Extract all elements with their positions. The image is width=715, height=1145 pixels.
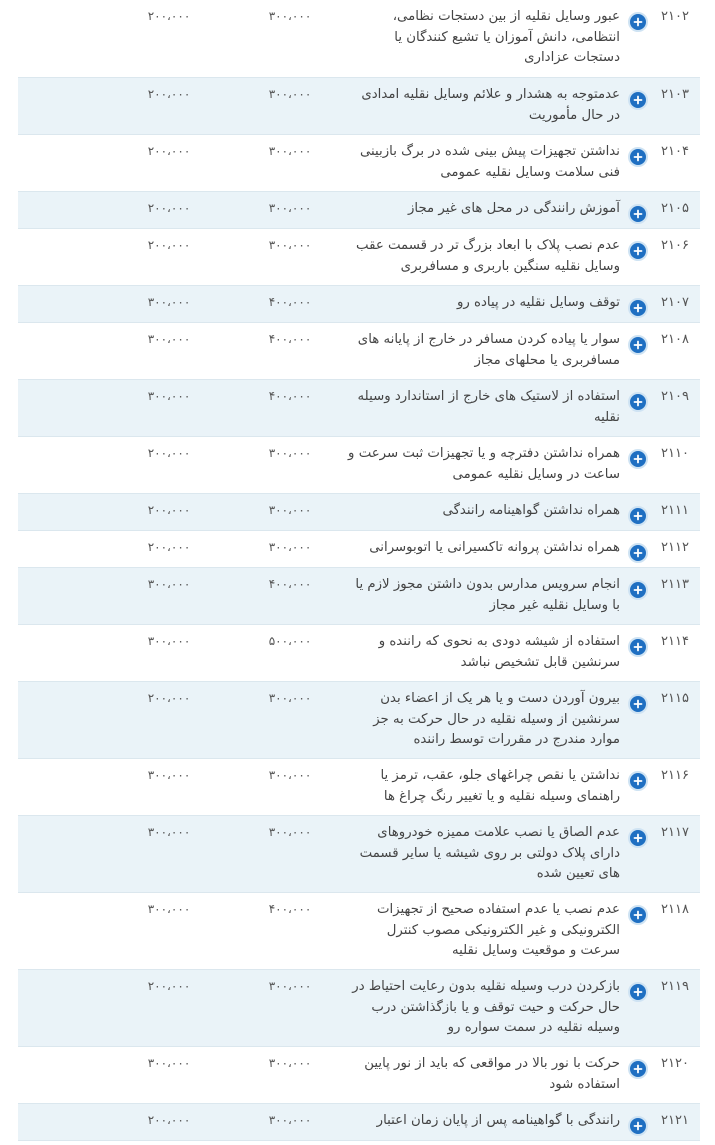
plus-icon	[633, 833, 643, 843]
violation-code: ۲۱۰۴	[661, 144, 689, 159]
expand-row-button[interactable]	[628, 1116, 648, 1136]
plus-icon	[633, 548, 643, 558]
violation-description: عبور وسایل نقلیه از بین دستجات نظامی، انتظامی، دانش آموزان یا تشیع کنندگان یا دستجات عزاداری	[392, 9, 620, 65]
fine-amount-2: ۲۰۰،۰۰۰	[147, 979, 191, 993]
fine-amount-2: ۲۰۰،۰۰۰	[147, 238, 191, 252]
fine-amount-2: ۲۰۰،۰۰۰	[147, 9, 191, 23]
expand-row-button[interactable]	[628, 1059, 648, 1079]
fine-amount-1: ۴۰۰،۰۰۰	[268, 577, 312, 591]
fine-amount-1: ۳۰۰،۰۰۰	[268, 503, 312, 517]
plus-icon	[633, 246, 643, 256]
expand-row-button[interactable]	[628, 90, 648, 110]
expand-row-button[interactable]	[628, 204, 648, 224]
violation-code: ۲۱۰۸	[661, 332, 689, 347]
plus-icon	[633, 152, 643, 162]
fine-amount-1: ۳۰۰،۰۰۰	[268, 825, 312, 839]
table-row	[18, 568, 700, 625]
fine-amount-1: ۳۰۰،۰۰۰	[268, 540, 312, 554]
violation-description: نداشتن تجهیزات پیش بینی شده در برگ بازبینی فنی سلامت وسایل نقلیه عمومی	[359, 144, 620, 180]
expand-row-button[interactable]	[628, 147, 648, 167]
violation-description: عدم نصب یا عدم استفاده صحیح از تجهیزات الکترونیکی و غیر الکترونیکی مصوب کنترل سرعت و موقعیت وسایل نقلیه	[377, 902, 620, 958]
violation-code: ۲۱۱۵	[661, 691, 689, 706]
table-row	[18, 682, 700, 759]
fine-amount-1: ۴۰۰،۰۰۰	[268, 389, 312, 403]
table-row	[18, 759, 700, 816]
table-row	[18, 816, 700, 893]
plus-icon	[633, 699, 643, 709]
plus-icon	[633, 209, 643, 219]
table-row	[18, 323, 700, 380]
fine-amount-2: ۲۰۰،۰۰۰	[147, 87, 191, 101]
violation-description: آموزش رانندگی در محل های غیر مجاز	[408, 201, 620, 216]
violation-code: ۲۱۰۵	[661, 201, 689, 216]
violation-code: ۲۱۲۰	[661, 1056, 689, 1071]
table-row	[18, 229, 700, 286]
plus-icon	[633, 397, 643, 407]
fine-amount-2: ۳۰۰،۰۰۰	[147, 295, 191, 309]
table-row	[18, 625, 700, 682]
fine-amount-1: ۳۰۰،۰۰۰	[268, 238, 312, 252]
expand-row-button[interactable]	[628, 506, 648, 526]
expand-row-button[interactable]	[628, 392, 648, 412]
fine-amount-1: ۳۰۰،۰۰۰	[268, 1113, 312, 1127]
violation-code: ۲۱۰۳	[661, 87, 689, 102]
fine-amount-2: ۲۰۰،۰۰۰	[147, 1113, 191, 1127]
violation-description: همراه نداشتن پروانه تاکسیرانی یا اتوبوسرانی	[369, 540, 620, 555]
violation-code: ۲۱۱۲	[661, 540, 689, 555]
violation-description: بیرون آوردن دست و یا هر یک از اعضاء بدن سرنشین از وسیله نقلیه در حال حرکت به جز موارد مندرج در مقررات توسط راننده	[373, 691, 620, 747]
expand-row-button[interactable]	[628, 905, 648, 925]
violation-code: ۲۱۰۲	[661, 9, 689, 24]
expand-row-button[interactable]	[628, 771, 648, 791]
fine-amount-1: ۳۰۰،۰۰۰	[268, 979, 312, 993]
expand-row-button[interactable]	[628, 543, 648, 563]
plus-icon	[633, 987, 643, 997]
violation-description: همراه نداشتن گواهینامه رانندگی	[442, 503, 620, 518]
plus-icon	[633, 776, 643, 786]
plus-icon	[633, 17, 643, 27]
violation-code: ۲۱۱۱	[661, 503, 689, 518]
violation-code: ۲۱۱۳	[661, 577, 689, 592]
violation-description: عدم نصب پلاک با ابعاد بزرگ تر در قسمت عقب وسایل نقلیه سنگین باربری و مسافربری	[356, 238, 620, 274]
violations-table	[18, 0, 700, 1141]
fine-amount-2: ۲۰۰،۰۰۰	[147, 691, 191, 705]
fine-amount-2: ۳۰۰،۰۰۰	[147, 902, 191, 916]
violation-description: انجام سرویس مدارس بدون داشتن مجوز لازم یا با وسایل نقلیه غیر مجاز	[355, 577, 620, 613]
fine-amount-2: ۲۰۰،۰۰۰	[147, 540, 191, 554]
violation-description: سوار یا پیاده کردن مسافر در خارج از پایانه های مسافربری یا محلهای مجاز	[357, 332, 620, 368]
table-row	[18, 970, 700, 1047]
fine-amount-2: ۳۰۰،۰۰۰	[147, 634, 191, 648]
table-row	[18, 380, 700, 437]
fine-amount-2: ۳۰۰،۰۰۰	[147, 1056, 191, 1070]
plus-icon	[633, 585, 643, 595]
table-row	[18, 531, 700, 568]
violation-code: ۲۱۰۷	[661, 295, 689, 310]
fine-amount-2: ۳۰۰،۰۰۰	[147, 389, 191, 403]
fine-amount-2: ۲۰۰،۰۰۰	[147, 503, 191, 517]
violation-description: نداشتن یا نقص چراغهای جلو، عقب، ترمز یا راهنمای وسیله نقلیه و یا تغییر رنگ چراغ ها	[380, 768, 620, 804]
plus-icon	[633, 910, 643, 920]
plus-icon	[633, 454, 643, 464]
plus-icon	[633, 1121, 643, 1131]
violation-code: ۲۱۰۹	[661, 389, 689, 404]
expand-row-button[interactable]	[628, 12, 648, 32]
table-row	[18, 135, 700, 192]
table-row	[18, 893, 700, 970]
fine-amount-2: ۳۰۰،۰۰۰	[147, 825, 191, 839]
violation-description: استفاده از لاستیک های خارج از استاندارد وسیله نقلیه	[357, 389, 620, 425]
violation-code: ۲۱۱۹	[661, 979, 689, 994]
expand-row-button[interactable]	[628, 828, 648, 848]
violation-description: عدمتوجه به هشدار و علائم وسایل نقلیه امدادی در حال مأموریت	[361, 87, 620, 123]
violation-code: ۲۱۱۶	[661, 768, 689, 783]
fine-amount-1: ۴۰۰،۰۰۰	[268, 332, 312, 346]
table-row	[18, 437, 700, 494]
violation-description: توقف وسایل نقلیه در پیاده رو	[456, 295, 620, 310]
table-row	[18, 286, 700, 323]
fine-amount-2: ۳۰۰،۰۰۰	[147, 577, 191, 591]
fine-amount-2: ۳۰۰،۰۰۰	[147, 768, 191, 782]
expand-row-button[interactable]	[628, 241, 648, 261]
violation-description: رانندگی با گواهینامه پس از پایان زمان اعتبار	[376, 1113, 620, 1128]
fine-amount-1: ۵۰۰،۰۰۰	[268, 634, 312, 648]
violation-code: ۲۱۱۴	[661, 634, 689, 649]
fine-amount-2: ۳۰۰،۰۰۰	[147, 332, 191, 346]
fine-amount-1: ۳۰۰،۰۰۰	[268, 87, 312, 101]
table-row	[18, 1047, 700, 1104]
expand-row-button[interactable]	[628, 637, 648, 657]
expand-row-button[interactable]	[628, 298, 648, 318]
fine-amount-1: ۳۰۰،۰۰۰	[268, 9, 312, 23]
violation-description: عدم الصاق یا نصب علامت ممیزه خودروهای دارای پلاک دولتی بر روی شیشه یا سایر قسمت های تعیین شده	[359, 825, 620, 881]
plus-icon	[633, 511, 643, 521]
violation-code: ۲۱۱۰	[661, 446, 689, 461]
fine-amount-2: ۲۰۰،۰۰۰	[147, 446, 191, 460]
expand-row-button[interactable]	[628, 982, 648, 1002]
plus-icon	[633, 303, 643, 313]
fine-amount-1: ۳۰۰،۰۰۰	[268, 446, 312, 460]
fine-amount-1: ۳۰۰،۰۰۰	[268, 144, 312, 158]
table-row	[18, 494, 700, 531]
expand-row-button[interactable]	[628, 335, 648, 355]
violation-code: ۲۱۲۱	[661, 1113, 689, 1128]
fine-amount-1: ۳۰۰،۰۰۰	[268, 691, 312, 705]
violation-code: ۲۱۱۷	[661, 825, 689, 840]
plus-icon	[633, 95, 643, 105]
fine-amount-1: ۳۰۰،۰۰۰	[268, 201, 312, 215]
fine-amount-2: ۲۰۰،۰۰۰	[147, 201, 191, 215]
fine-amount-1: ۴۰۰،۰۰۰	[268, 295, 312, 309]
violation-code: ۲۱۱۸	[661, 902, 689, 917]
table-row	[18, 0, 700, 78]
plus-icon	[633, 340, 643, 350]
fine-amount-2: ۲۰۰،۰۰۰	[147, 144, 191, 158]
expand-row-button[interactable]	[628, 580, 648, 600]
fine-amount-1: ۴۰۰،۰۰۰	[268, 902, 312, 916]
violation-description: حرکت با نور بالا در مواقعی که باید از نور پایین استفاده شود	[364, 1056, 620, 1092]
violation-description: همراه نداشتن دفترچه و یا تجهیزات ثبت سرعت و ساعت در وسایل نقلیه عمومی	[348, 446, 620, 482]
table-row	[18, 192, 700, 229]
violation-description: استفاده از شیشه دودی به نحوی که راننده و سرنشین قابل تشخیص نباشد	[378, 634, 620, 670]
violation-description: بازکردن درب وسیله نقلیه بدون رعایت احتیاط در حال حرکت و حیت توقف و یا بازگذاشتن درب وسیله نقلیه در سمت سواره رو	[352, 979, 620, 1035]
table-row	[18, 1104, 700, 1141]
fine-amount-1: ۳۰۰،۰۰۰	[268, 768, 312, 782]
table-row	[18, 78, 700, 135]
fine-amount-1: ۳۰۰،۰۰۰	[268, 1056, 312, 1070]
expand-row-button[interactable]	[628, 449, 648, 469]
plus-icon	[633, 1064, 643, 1074]
plus-icon	[633, 642, 643, 652]
violation-code: ۲۱۰۶	[661, 238, 689, 253]
expand-row-button[interactable]	[628, 694, 648, 714]
